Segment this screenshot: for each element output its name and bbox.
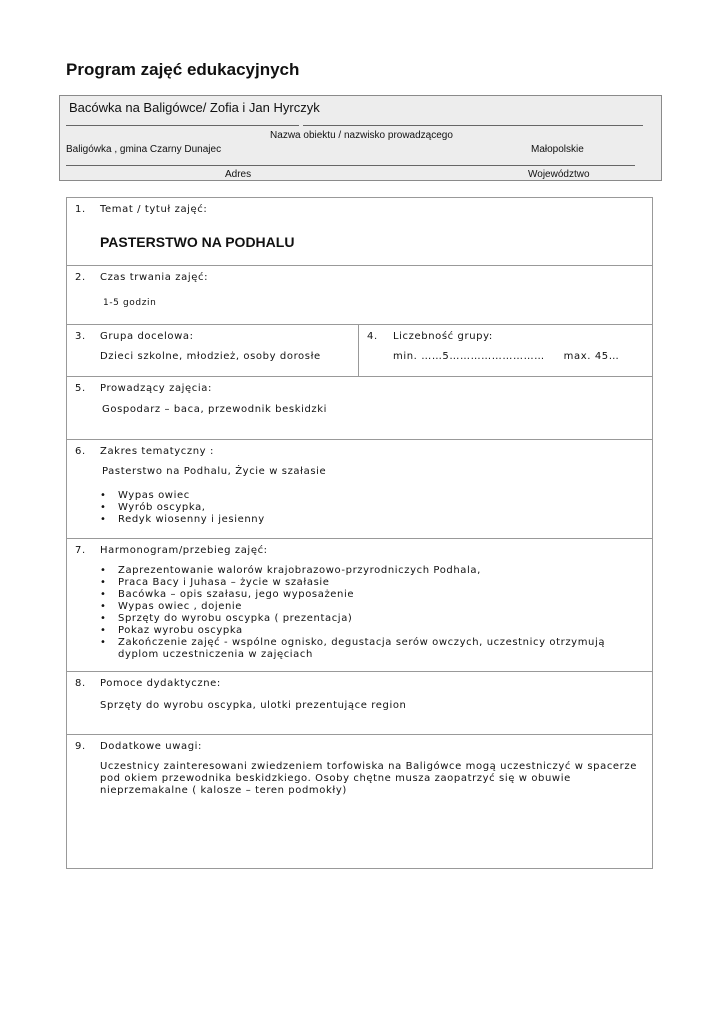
header-box xyxy=(59,95,662,181)
row-number: 6. xyxy=(75,446,86,457)
row-number: 1. xyxy=(75,204,86,215)
list-item: • Bacówka – opis szałasu, jego wyposażenie xyxy=(100,589,645,601)
column-divider xyxy=(358,325,359,376)
duration-value: 1-5 godzin xyxy=(103,298,157,308)
target-group-value: Dzieci szkolne, młodzież, osoby dorosłe xyxy=(100,351,321,362)
row-number: 9. xyxy=(75,741,86,752)
voivodeship-caption: Województwo xyxy=(528,169,590,180)
row-duration xyxy=(67,266,652,325)
scope-intro: Pasterstwo na Podhalu, Życie w szałasie xyxy=(102,466,327,477)
row-number: 8. xyxy=(75,678,86,689)
object-line-right xyxy=(303,125,643,126)
list-item: • Zakończenie zajęć - wspólne ognisko, degustacja serów owczych, uczestnicy otrzymują dyplom uczestniczenia w zajęciach xyxy=(100,637,645,661)
list-item: • Praca Bacy i Juhasa – życie w szałasie xyxy=(100,577,645,589)
row-number: 5. xyxy=(75,383,86,394)
row-label: Dodatkowe uwagi: xyxy=(100,741,203,752)
object-line-left xyxy=(66,125,299,126)
group-size-value: min. ……5……………………… max. 45… xyxy=(393,351,620,362)
row-aids xyxy=(67,672,652,735)
address-caption: Adres xyxy=(225,169,252,180)
scope-list xyxy=(100,490,265,526)
notes-value: Uczestnicy zainteresowani zwiedzeniem torfowiska na Baligówce mogą uczestniczyć w spacerze pod okiem przewodnika beskidzkiego. Osoby chętne musza zaopatrzyć się w obuwie nieprzemakalne ( kalosze – teren podmokły) xyxy=(100,761,637,796)
row-label: Harmonogram/przebieg zajęć: xyxy=(100,545,268,556)
row-label: Temat / tytuł zajęć: xyxy=(100,204,208,215)
row-label: Zakres tematyczny : xyxy=(100,446,214,457)
leader-value: Gospodarz – baca, przewodnik beskidzki xyxy=(102,404,328,415)
row-label: Czas trwania zajęć: xyxy=(100,272,209,283)
object-caption: Nazwa obiektu / nazwisko prowadzącego xyxy=(270,130,453,141)
list-item: • Redyk wiosenny i jesienny xyxy=(100,514,265,526)
list-item: • Zaprezentowanie walorów krajobrazowo-przyrodniczych Podhala, xyxy=(100,565,645,577)
list-item: • Pokaz wyrobu oscypka xyxy=(100,625,645,637)
row-leader xyxy=(67,377,652,440)
row-number: 4. xyxy=(367,331,378,342)
schedule-list xyxy=(100,565,645,661)
row-number: 7. xyxy=(75,545,86,556)
row-notes xyxy=(67,735,652,868)
aids-value: Sprzęty do wyrobu oscypka, ulotki prezentujące region xyxy=(100,700,407,711)
program-table xyxy=(66,197,653,869)
voivodeship-value: Małopolskie xyxy=(531,144,584,155)
topic-value: PASTERSTWO NA PODHALU xyxy=(100,234,295,250)
row-label: Liczebność grupy: xyxy=(393,331,493,342)
row-label: Grupa docelowa: xyxy=(100,331,194,342)
row-number: 3. xyxy=(75,331,86,342)
row-label: Prowadzący zajęcia: xyxy=(100,383,212,394)
row-scope xyxy=(67,440,652,539)
row-number: 2. xyxy=(75,272,86,283)
list-item: • Wypas owiec , dojenie xyxy=(100,601,645,613)
row-topic xyxy=(67,198,652,266)
list-item: • Sprzęty do wyrobu oscypka ( prezentacja) xyxy=(100,613,645,625)
object-name: Bacówka na Baligówce/ Zofia i Jan Hyrczyk xyxy=(69,100,320,115)
row-label: Pomoce dydaktyczne: xyxy=(100,678,221,689)
row-group xyxy=(67,325,652,377)
row-schedule xyxy=(67,539,652,672)
page-title: Program zajęć edukacyjnych xyxy=(66,60,300,79)
address-value: Baligówka , gmina Czarny Dunajec xyxy=(66,144,222,155)
address-line xyxy=(66,165,635,166)
list-item: • Wypas owiec xyxy=(100,490,265,502)
list-item: • Wyrób oscypka, xyxy=(100,502,265,514)
